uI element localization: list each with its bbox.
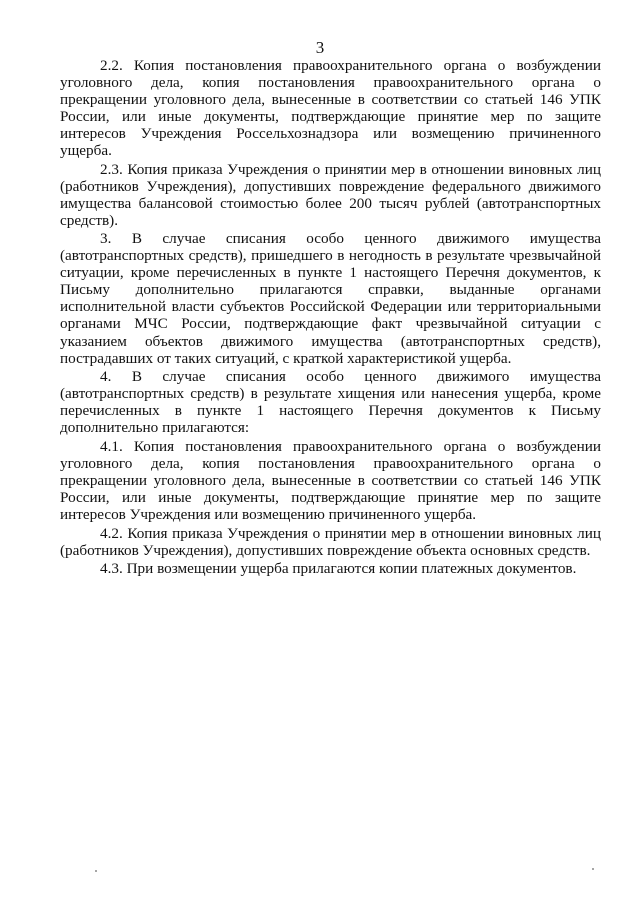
scan-speck xyxy=(592,868,594,870)
paragraph-4-3: 4.3. При возмещении ущерба прилагаются копии платежных документов. xyxy=(100,559,577,577)
paragraph-4-1: 4.1. Копия постановления правоохранительного органа о возбуждении уголовного дела, копия постановления правоохранительного органа о прекращении уголовного дела, вынесенные в соответствии со статьей 146 УПК России, или иные документы, подтверждающие принятие мер по защите интересов Учреждения или возмещению причиненного ущерба. xyxy=(60,438,601,524)
document-body xyxy=(60,57,601,577)
page-number: 3 xyxy=(315,38,325,57)
paragraph-2-3: 2.3. Копия приказа Учреждения о принятии мер в отношении виновных лиц (работников Учреждения), допустивших повреждение федерального движимого имущества балансовой стоимостью более 200 тысяч рублей (автотранспортных средств). xyxy=(60,160,601,229)
paragraph-4-2: 4.2. Копия приказа Учреждения о принятии мер в отношении виновных лиц (работников Учреждения), допустивших повреждение объекта основных средств. xyxy=(60,524,601,559)
paragraph-2-2: 2.2. Копия постановления правоохранительного органа о возбуждении уголовного дела, копия постановления правоохранительного органа о прекращении уголовного дела, вынесенные в соответствии со статьей 146 УПК России, или иные документы, подтверждающие принятие мер по защите интересов Учреждения Россельхознадзора или возмещению причиненного ущерба. xyxy=(60,57,601,160)
paragraph-3: 3. В случае списания особо ценного движимого имущества (автотранспортных средств), пришедшего в негодность в результате чрезвычайной ситуации, кроме перечисленных в пункте 1 настоящего Перечня документов, к Письму дополнительно прилагаются справки, выданные органами исполнительной власти субъектов Российской Федерации или территориальными органами МЧС России, подтверждающие факт чрезвычайной ситуации с указанием объектов движимого имущества (автотранспортных средств), пострадавших от таких ситуаций, с краткой характеристикой ущерба. xyxy=(60,229,601,367)
paragraph-4: 4. В случае списания особо ценного движимого имущества (автотранспортных средств) в результате хищения или нанесения ущерба, кроме перечисленных в пункте 1 настоящего Перечня документов к Письму дополнительно прилагаются: xyxy=(60,367,601,436)
scan-speck xyxy=(95,870,97,872)
